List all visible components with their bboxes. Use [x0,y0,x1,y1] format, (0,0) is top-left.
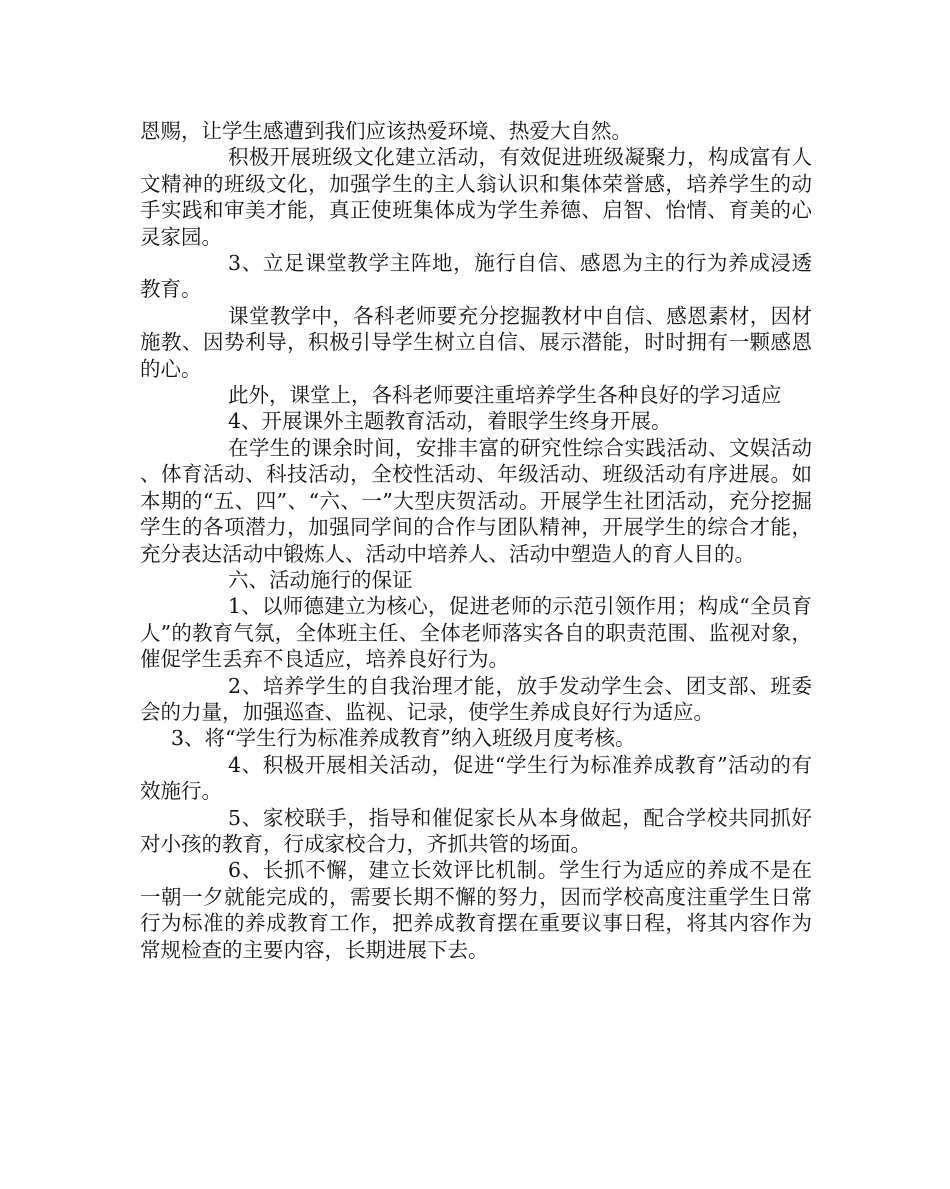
paragraph-item-1: 1、以师德建立为核心，促进老师的示范引领作用；构成“全员育人”的教育气氛，全体班主任、全体老师落实各自的职责范围、监视对象，催促学生丢弃不良适应，培养良好行为。 [140,594,812,672]
paragraph-heading-3: 3、立足课堂教学主阵地，施行自信、感恩为主的行为养成浸透教育。 [140,251,812,302]
paragraph-item-2: 2、培养学生的自我治理才能，放手发动学生会、团支部、班委会的力量，加强巡查、监视、记录，使学生养成良好行为适应。 [140,673,812,724]
paragraph-item-4: 4、积极开展相关活动，促进“学生行为标准养成教育”活动的有效施行。 [140,752,812,804]
paragraph-classroom-teaching: 课堂教学中，各科老师要充分挖掘教材中自信、感恩素材，因材施教、因势利导，积极引导学生树立自信、展示潜能，时时拥有一颗感恩的心。 [140,303,812,381]
paragraph-item-6: 6、长抓不懈，建立长效评比机制。学生行为适应的养成不是在一朝一夕就能完成的，需要长期不懈的努力，因而学校高度注重学生日常行为标准的养成教育工作，把养成教育摆在重要议事日程，将其内容作为常规检查的主要内容，长期进展下去。 [140,858,812,962]
paragraph-heading-4: 4、开展课外主题教育活动，着眼学生终身开展。 [228,409,672,434]
paragraph-item-5: 5、家校联手，指导和催促家长从本身做起，配合学校共同抓好对小孩的教育，行成家校合力，齐抓共管的场面。 [140,805,812,856]
paragraph-class-culture: 积极开展班级文化建立活动，有效促进班级凝聚力，构成富有人文精神的班级文化，加强学生的主人翁认识和集体荣誉感，培养学生的动手实践和审美才能，真正使班集体成为学生养德、启智、怡情、育美的心灵家园。 [140,145,812,249]
paragraph-item-3: 3、将“学生行为标准养成教育”纳入班级月度考核。 [171,726,636,751]
paragraph-study-habits: 此外，课堂上，各科老师要注重培养学生各种良好的学习适应 [228,383,782,408]
paragraph-continuation: 恩赐，让学生感遭到我们应该热爱环境、热爱大自然。 [140,119,632,143]
paragraph-extracurricular: 在学生的课余时间，安排丰富的研究性综合实践活动、文娱活动、体育活动、科技活动，全校性活动、年级活动、班级活动有序进展。如本期的“五、四”、“六、一”大型庆贺活动。开展学生社团活动，充分挖掘学生的各项潜力，加强同学间的合作与团队精神，开展学生的综合才能，充分表达活动中锻炼人、活动中培养人、活动中塑造人的育人目的。 [140,435,812,566]
section-heading-guarantee: 六、活动施行的保证 [228,567,413,592]
document-body [140,118,812,963]
